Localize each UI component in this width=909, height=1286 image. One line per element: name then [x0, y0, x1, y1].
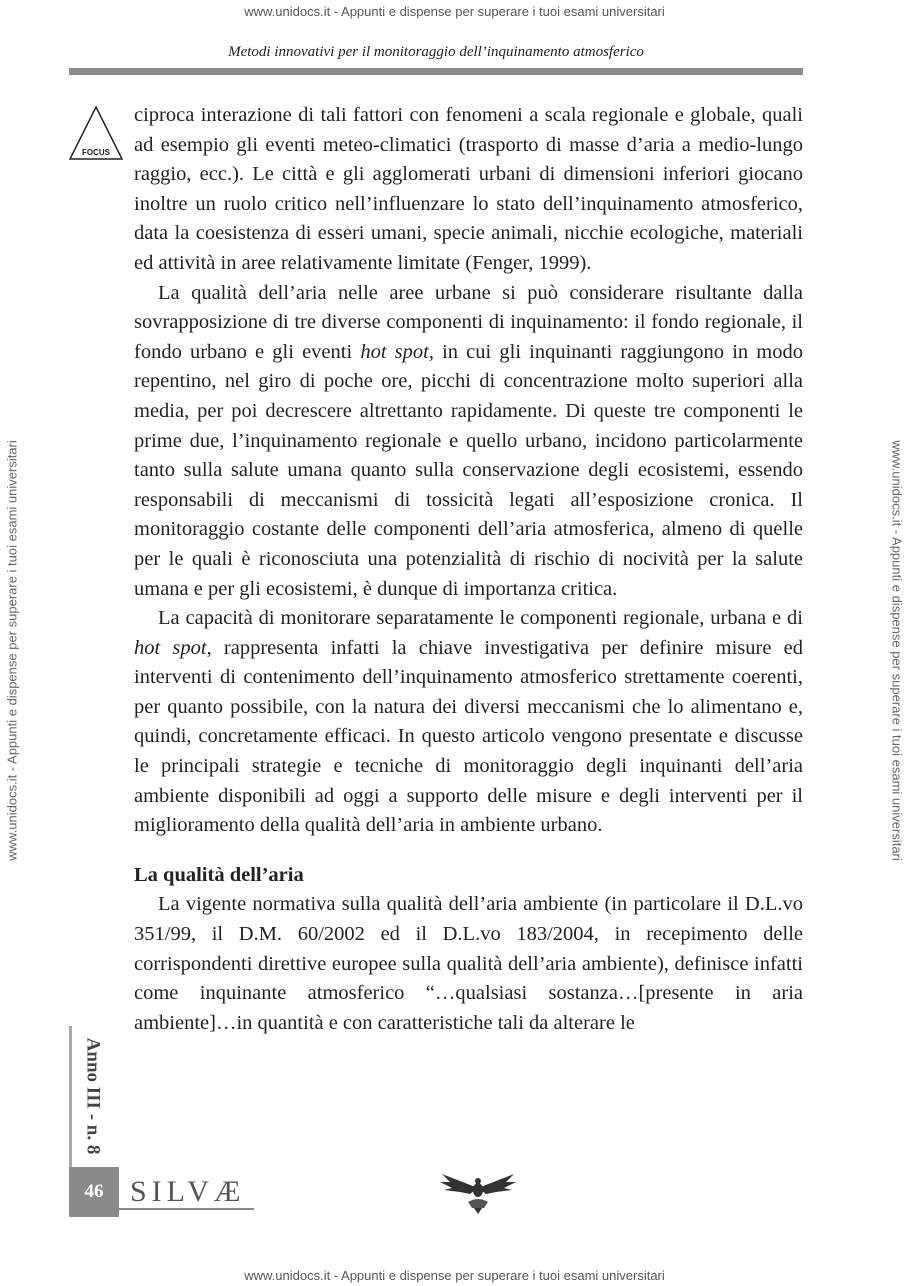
journal-underline — [119, 1208, 254, 1210]
page-number: 46 — [69, 1167, 119, 1217]
paragraph-3: La capacità di monitorare separatamente le componenti regionale, urbana e di hot spot, rappresenta infatti la chiave investigativa per definire misure ed interventi di contenimento dell’inquinamento atmosferico strettamente coerenti, per quanto possibile, con la natura dei diversi meccanismi che lo alimentano e, quindi, concretamente efficaci. In questo articolo vengono presentate e discusse le principali strategie e tecniche di monitoraggio degli inquinanti dell’aria ambiente disponibili ad oggi a supporto delle misure e degli interventi per il miglioramento della qualità dell’aria in ambiente urbano. — [134, 607, 804, 837]
paragraph-4: La vigente normativa sulla qualità dell’aria ambiente (in particolare il D.L.vo 351/99, il D.M. 60/2002 ed il D.L.vo 183/2004, in recepimento delle corrispondenti direttive europee sulla qualità dell’aria ambiente), definisce infatti come inquinante atmosferico “…qualsiasi sostanza…[presente in aria ambiente]…in quantità e con caratteristiche tali da alterare le — [134, 893, 803, 1034]
watermark-bottom: www.unidocs.it - Appunti e dispense per superare i tuoi esami universitari — [244, 1268, 665, 1283]
journal-name: SILVÆ — [130, 1175, 246, 1208]
watermark-right: www.unidocs.it - Appunti e dispense per superare i tuoi esami universitari — [889, 440, 905, 861]
watermark-top: www.unidocs.it - Appunti e dispense per superare i tuoi esami universitari — [244, 4, 665, 19]
paragraph-1: ciproca interazione di tali fattori con fenomeni a scala regionale e globale, quali ad esempio gli eventi meteo-climatici (trasporto di masse d’aria a medio-lungo raggio, ecc.). Le città e gli agglomerati urbani di dimensioni inferiori giocano inoltre un ruolo critico nell’influenzare lo stato dell’inquinamento atmosferico, data la coesistenza di esseri umani, specie animali, nicchie ecologiche, materiali ed attività in aree relativamente limitate (Fenger, 1999). — [134, 104, 803, 274]
focus-label: FOCUS — [82, 148, 110, 157]
issue-label: Anno III - n. 8 — [82, 1037, 103, 1155]
paragraph-2: La qualità dell’aria nelle aree urbane si può considerare risultante dalla sovrapposizione di tre diverse componenti di inquinamento: il fondo regionale, il fondo urbano e gli eventi hot spot, in cui gli inquinanti raggiungono in modo repentino, nel giro di poche ore, picchi di concentrazione molto superiori alla media, per poi decrescere altrettanto rapidamente. Di queste tre componenti le prime due, l’inquinamento regionale e quello urbano, incidono particolarmente tanto sulla salute umana quanto sulla conservazione degli ecosistemi, essendo responsabili di meccanismi di tossicità legati all’esposizione cronica. Il monitoraggio costante delle componenti dell’aria atmosferica, almeno di quelle per le quali è riconosciuta una potenzialità di rischio di nocività per la salute umana e per gli ecosistemi, è dunque di importanza critica. — [134, 281, 803, 600]
header-rule — [69, 68, 803, 75]
watermark-left: www.unidocs.it - Appunti e dispense per superare i tuoi esami universitari — [4, 440, 20, 861]
term-hot-spot: hot spot — [360, 340, 429, 363]
running-header: Metodi innovativi per il monitoraggio dell’inquinamento atmosferico — [228, 44, 644, 60]
focus-triangle-icon — [67, 104, 125, 162]
article-body — [134, 101, 803, 1038]
term-hot-spot: hot spot — [134, 636, 207, 659]
eagle-emblem-icon — [438, 1168, 518, 1216]
section-heading: La qualità dell’aria — [134, 863, 304, 886]
